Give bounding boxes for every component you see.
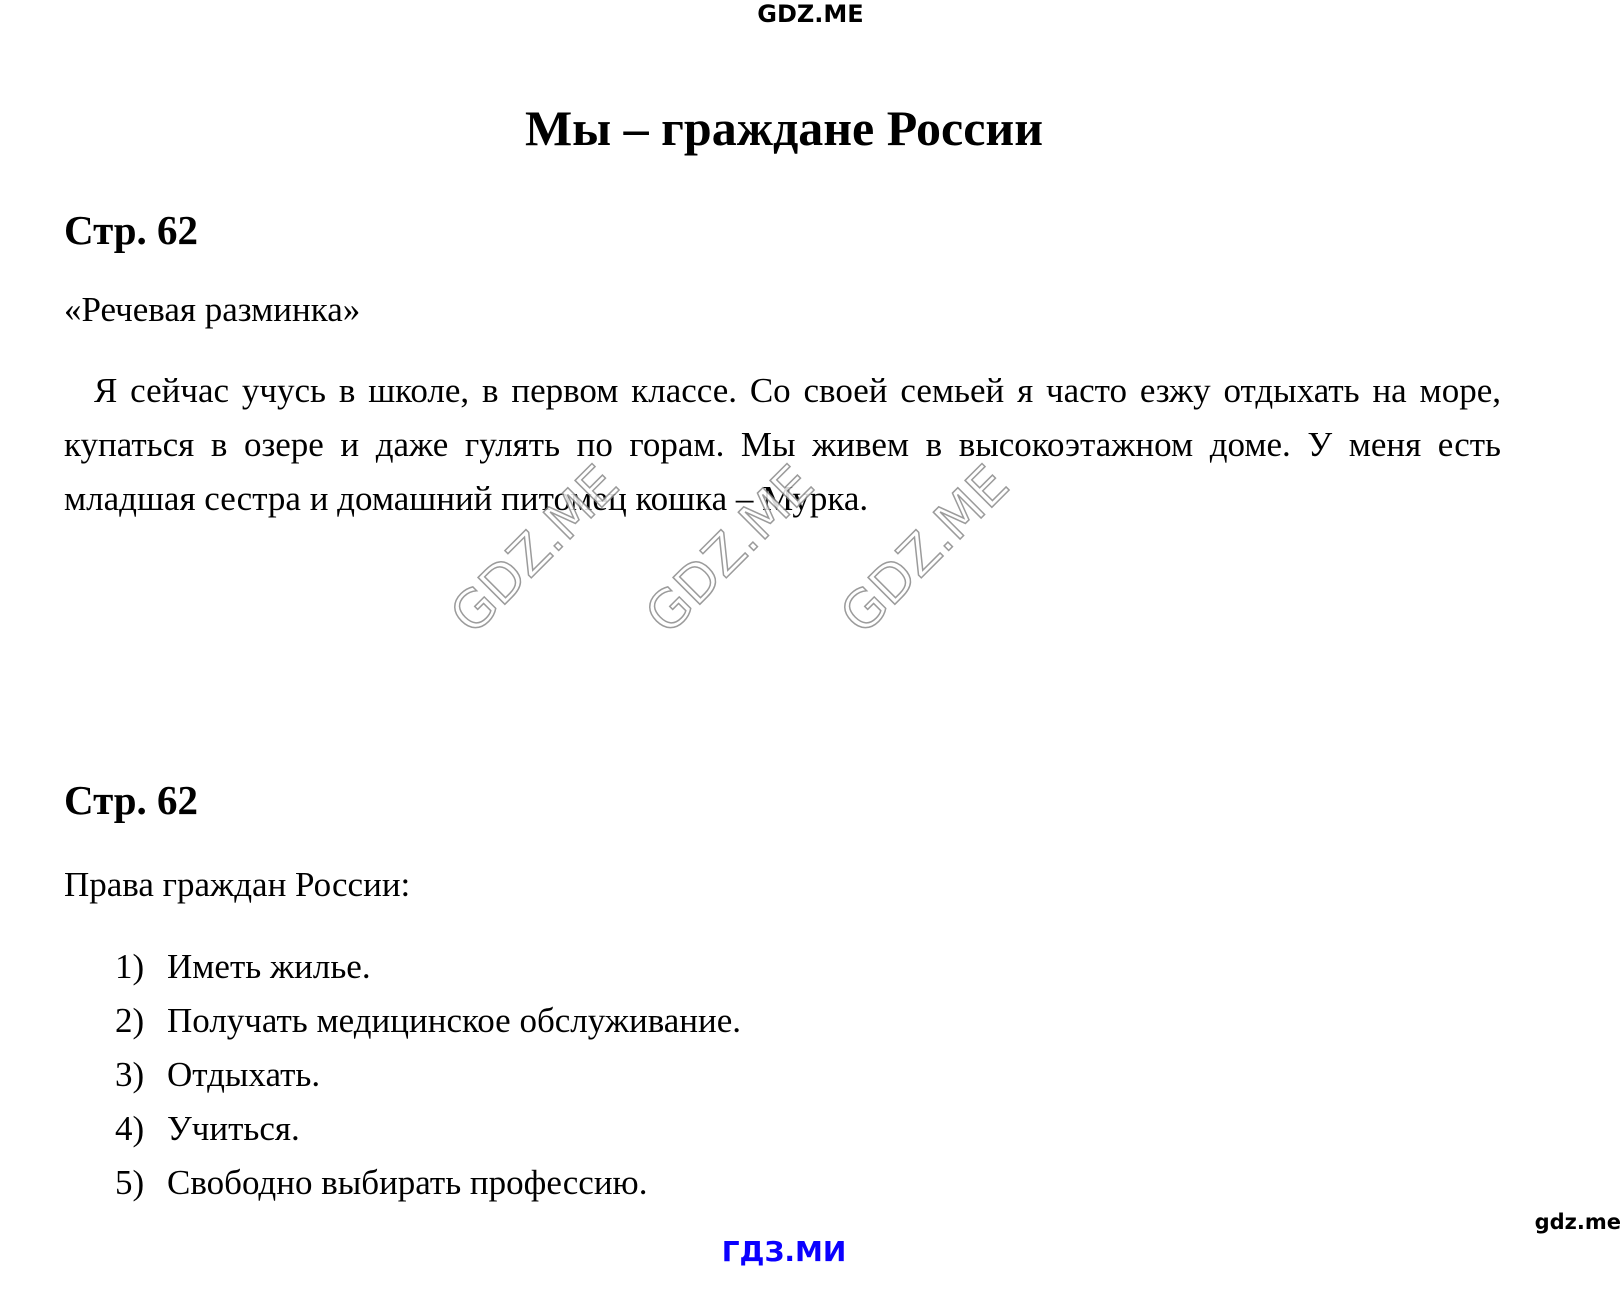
list-number: 3) (115, 1055, 145, 1094)
list-item (115, 940, 741, 994)
watermark-stamp: GDZ.ME (634, 454, 826, 646)
list-item (115, 1048, 741, 1102)
section-heading-1: Стр. 62 (64, 207, 199, 253)
list-number: 1) (115, 947, 145, 986)
list-number: 2) (115, 1001, 145, 1040)
section-subtitle: «Речевая разминка» (64, 290, 361, 329)
list-item (115, 1156, 741, 1210)
site-watermark-bottom: ГДЗ.МИ (721, 1235, 847, 1268)
speech-warmup-paragraph: Я сейчас учусь в школе, в первом классе. Со своей семьей я часто езжу отдыхать на море, купаться в озере и даже гулять по горам. Мы живем в высокоэтажном доме. У меня есть младшая сестра и домашний питомец кошка – Мурка. (64, 371, 1501, 518)
page-title: Мы – граждане России (524, 100, 1044, 156)
site-watermark-corner: gdz.me (1534, 1210, 1621, 1234)
list-item-text: Иметь жилье. (167, 947, 371, 986)
rights-intro: Права граждан России: (64, 865, 411, 904)
rights-list (115, 940, 741, 1210)
list-item (115, 1102, 741, 1156)
section-heading-2: Стр. 62 (64, 777, 199, 823)
list-item (115, 994, 741, 1048)
list-number: 5) (115, 1163, 145, 1202)
watermark-stamp: GDZ.ME (439, 454, 631, 646)
list-item-text: Свободно выбирать профессию. (167, 1163, 648, 1202)
list-item-text: Учиться. (167, 1109, 300, 1148)
list-number: 4) (115, 1109, 145, 1148)
list-item-text: Отдыхать. (167, 1055, 321, 1094)
watermark-stamp: GDZ.ME (829, 454, 1021, 646)
list-item-text: Получать медицинское обслуживание. (167, 1001, 742, 1040)
site-watermark-top: GDZ.ME (757, 0, 864, 28)
